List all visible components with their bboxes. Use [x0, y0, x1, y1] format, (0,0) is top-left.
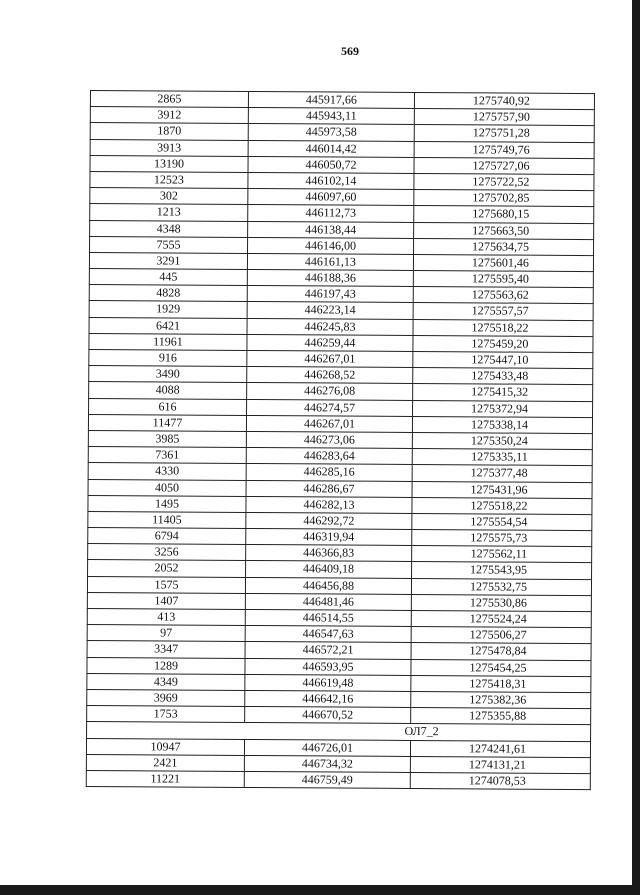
point-number-cell: 2052 — [88, 560, 246, 577]
point-number-cell: 616 — [89, 398, 247, 415]
point-number-cell: 11405 — [88, 511, 246, 528]
x-coordinate-cell: 446481,46 — [245, 593, 411, 610]
x-coordinate-cell: 446102,14 — [248, 172, 414, 189]
y-coordinate-cell: 1275372,94 — [413, 400, 593, 417]
y-coordinate-cell: 1275543,95 — [412, 562, 592, 579]
y-coordinate-cell: 1275562,11 — [412, 546, 592, 563]
y-coordinate-cell: 1275338,14 — [412, 416, 592, 433]
x-coordinate-cell: 446274,57 — [247, 399, 413, 416]
x-coordinate-cell: 446267,01 — [246, 415, 412, 432]
point-number-cell: 4088 — [89, 382, 247, 399]
point-number-cell: 4828 — [89, 285, 247, 302]
x-coordinate-cell: 446593,95 — [245, 658, 411, 675]
y-coordinate-cell: 1275418,31 — [411, 675, 591, 692]
point-number-cell: 13190 — [90, 155, 248, 172]
point-number-cell: 3912 — [90, 107, 248, 124]
x-coordinate-cell: 446285,16 — [246, 464, 412, 481]
x-coordinate-cell: 446245,83 — [247, 318, 413, 335]
y-coordinate-cell: 1275563,62 — [413, 287, 593, 304]
y-coordinate-cell: 1275663,50 — [414, 222, 594, 239]
y-coordinate-cell: 1275524,24 — [411, 610, 591, 627]
y-coordinate-cell: 1275680,15 — [414, 206, 594, 223]
x-coordinate-cell: 445917,66 — [248, 91, 414, 108]
point-number-cell: 3490 — [89, 366, 247, 383]
x-coordinate-cell: 445943,11 — [248, 108, 414, 125]
point-number-cell: 6421 — [89, 317, 247, 334]
x-coordinate-cell: 446268,52 — [247, 367, 413, 384]
x-coordinate-cell: 446197,43 — [247, 286, 413, 303]
point-number-cell: 10947 — [86, 738, 244, 755]
point-number-cell: 302 — [90, 188, 248, 205]
point-number-cell: 3291 — [89, 252, 247, 269]
x-coordinate-cell: 446670,52 — [245, 707, 411, 724]
y-coordinate-cell: 1275518,22 — [413, 319, 593, 336]
point-number-cell: 3969 — [87, 689, 245, 706]
x-coordinate-cell: 446138,44 — [248, 221, 414, 238]
x-coordinate-cell: 445973,58 — [248, 124, 414, 141]
point-number-cell: 97 — [87, 625, 245, 642]
section-label: ОЛ7_2 — [87, 722, 591, 741]
point-number-cell: 3256 — [88, 544, 246, 561]
x-coordinate-cell: 446161,13 — [247, 253, 413, 270]
x-coordinate-cell: 446259,44 — [247, 334, 413, 351]
x-coordinate-cell: 446366,83 — [246, 545, 412, 562]
y-coordinate-cell: 1275554,54 — [412, 513, 592, 530]
y-coordinate-cell: 1275433,48 — [413, 368, 593, 385]
y-coordinate-cell: 1275740,92 — [414, 92, 594, 109]
point-number-cell: 3913 — [90, 139, 248, 156]
point-number-cell: 916 — [89, 349, 247, 366]
point-number-cell: 4050 — [88, 479, 246, 496]
point-number-cell: 1575 — [87, 576, 245, 593]
x-coordinate-cell: 446292,72 — [246, 512, 412, 529]
y-coordinate-cell: 1275431,96 — [412, 481, 592, 498]
coordinates-table — [86, 90, 595, 790]
y-coordinate-cell: 1275601,46 — [413, 254, 593, 271]
x-coordinate-cell: 446223,14 — [247, 302, 413, 319]
x-coordinate-cell: 446097,60 — [248, 189, 414, 206]
table-row — [86, 770, 590, 789]
x-coordinate-cell: 446014,42 — [248, 140, 414, 157]
y-coordinate-cell: 1275459,20 — [413, 335, 593, 352]
point-number-cell: 1495 — [88, 495, 246, 512]
point-number-cell: 1407 — [87, 592, 245, 609]
x-coordinate-cell: 446514,55 — [245, 609, 411, 626]
point-number-cell: 3985 — [88, 430, 246, 447]
point-number-cell: 12523 — [90, 171, 248, 188]
y-coordinate-cell: 1275454,25 — [411, 659, 591, 676]
point-number-cell: 1289 — [87, 657, 245, 674]
y-coordinate-cell: 1275415,32 — [413, 384, 593, 401]
y-coordinate-cell: 1275355,88 — [411, 708, 591, 725]
y-coordinate-cell: 1275335,11 — [412, 449, 592, 466]
y-coordinate-cell: 1274241,61 — [410, 740, 590, 757]
x-coordinate-cell: 446188,36 — [247, 270, 413, 287]
page-number: 569 — [341, 44, 359, 58]
y-coordinate-cell: 1275518,22 — [412, 497, 592, 514]
point-number-cell: 11961 — [89, 333, 247, 350]
x-coordinate-cell: 446146,00 — [248, 237, 414, 254]
y-coordinate-cell: 1275634,75 — [414, 238, 594, 255]
x-coordinate-cell: 446050,72 — [248, 156, 414, 173]
y-coordinate-cell: 1275749,76 — [414, 141, 594, 158]
y-coordinate-cell: 1274078,53 — [410, 772, 590, 789]
y-coordinate-cell: 1275757,90 — [414, 109, 594, 126]
x-coordinate-cell: 446642,16 — [245, 690, 411, 707]
x-coordinate-cell: 446456,88 — [245, 577, 411, 594]
x-coordinate-cell: 446726,01 — [244, 739, 410, 756]
point-number-cell: 11477 — [88, 414, 246, 431]
x-coordinate-cell: 446319,94 — [246, 529, 412, 546]
x-coordinate-cell: 446112,73 — [248, 205, 414, 222]
y-coordinate-cell: 1275532,75 — [411, 578, 591, 595]
y-coordinate-cell: 1275751,28 — [414, 125, 594, 142]
y-coordinate-cell: 1275478,84 — [411, 643, 591, 660]
point-number-cell: 4349 — [87, 673, 245, 690]
x-coordinate-cell: 446273,06 — [246, 431, 412, 448]
point-number-cell: 7361 — [88, 447, 246, 464]
point-number-cell: 1753 — [87, 706, 245, 723]
x-coordinate-cell: 446267,01 — [247, 350, 413, 367]
point-number-cell: 4330 — [88, 463, 246, 480]
y-coordinate-cell: 1275722,52 — [414, 173, 594, 190]
y-coordinate-cell: 1275377,48 — [412, 465, 592, 482]
x-coordinate-cell: 446619,48 — [245, 674, 411, 691]
x-coordinate-cell: 446409,18 — [246, 561, 412, 578]
x-coordinate-cell: 446283,64 — [246, 448, 412, 465]
point-number-cell: 4348 — [90, 220, 248, 237]
y-coordinate-cell: 1275702,85 — [414, 190, 594, 207]
y-coordinate-cell: 1275350,24 — [412, 432, 592, 449]
y-coordinate-cell: 1275382,36 — [411, 691, 591, 708]
y-coordinate-cell: 1275506,27 — [411, 627, 591, 644]
point-number-cell: 2865 — [90, 91, 248, 108]
point-number-cell: 1929 — [89, 301, 247, 318]
x-coordinate-cell: 446759,49 — [244, 771, 410, 788]
point-number-cell: 1870 — [90, 123, 248, 140]
point-number-cell: 413 — [87, 608, 245, 625]
point-number-cell: 3347 — [87, 641, 245, 658]
y-coordinate-cell: 1275530,86 — [411, 594, 591, 611]
y-coordinate-cell: 1274131,21 — [410, 756, 590, 773]
x-coordinate-cell: 446734,32 — [244, 755, 410, 772]
x-coordinate-cell: 446547,63 — [245, 626, 411, 643]
x-coordinate-cell: 446572,21 — [245, 642, 411, 659]
point-number-cell: 7555 — [90, 236, 248, 253]
y-coordinate-cell: 1275595,40 — [413, 271, 593, 288]
point-number-cell: 6794 — [88, 528, 246, 545]
point-number-cell: 1213 — [90, 204, 248, 221]
point-number-cell: 11221 — [86, 770, 244, 787]
point-number-cell: 2421 — [86, 754, 244, 771]
x-coordinate-cell: 446286,67 — [246, 480, 412, 497]
x-coordinate-cell: 446282,13 — [246, 496, 412, 513]
y-coordinate-cell: 1275727,06 — [414, 157, 594, 174]
y-coordinate-cell: 1275557,57 — [413, 303, 593, 320]
point-number-cell: 445 — [89, 269, 247, 286]
y-coordinate-cell: 1275447,10 — [413, 351, 593, 368]
y-coordinate-cell: 1275575,73 — [412, 530, 592, 547]
x-coordinate-cell: 446276,08 — [247, 383, 413, 400]
